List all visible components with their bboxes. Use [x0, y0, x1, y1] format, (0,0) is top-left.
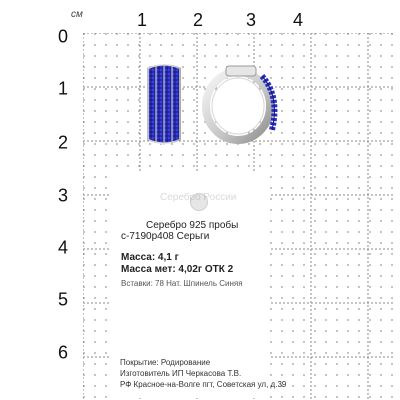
- product-title: Серебро 925 пробы: [146, 220, 239, 231]
- y-tick-label: 2: [58, 132, 69, 153]
- watermark-text: Серебро России: [160, 192, 237, 203]
- product-metal-mass: Масса мет: 4,02г ОТК 2: [121, 264, 234, 275]
- x-tick-label: 1: [136, 10, 148, 30]
- y-tick-label: 0: [58, 26, 69, 47]
- x-tick-label: 2: [192, 10, 204, 30]
- product-address: РФ Красное-на-Волге пгт, Советская ул, д.39: [120, 380, 287, 389]
- hoop-earring-side-icon: [200, 58, 286, 146]
- y-tick-label: 4: [58, 237, 69, 258]
- product-inserts: Вставки: 78 Нат. Шпинель Синяя: [121, 279, 243, 288]
- y-tick-label: 1: [58, 78, 69, 99]
- y-tick-label: 5: [58, 289, 69, 310]
- product-mass: Масса: 4,1 г: [121, 252, 179, 263]
- x-tick-label: 4: [292, 10, 304, 30]
- unit-label: см: [71, 9, 83, 20]
- product-manufacturer: Изготовитель ИП Черкасова Т.В.: [120, 369, 242, 378]
- product-code: с-7190р408 Серьги: [121, 231, 210, 242]
- x-tick-label: 3: [245, 10, 257, 30]
- product-coating: Покрытие: Родирование: [120, 358, 211, 367]
- pave-hoop-earring-front-icon: [143, 60, 185, 148]
- y-tick-label: 3: [58, 185, 69, 206]
- y-tick-label: 6: [58, 342, 69, 363]
